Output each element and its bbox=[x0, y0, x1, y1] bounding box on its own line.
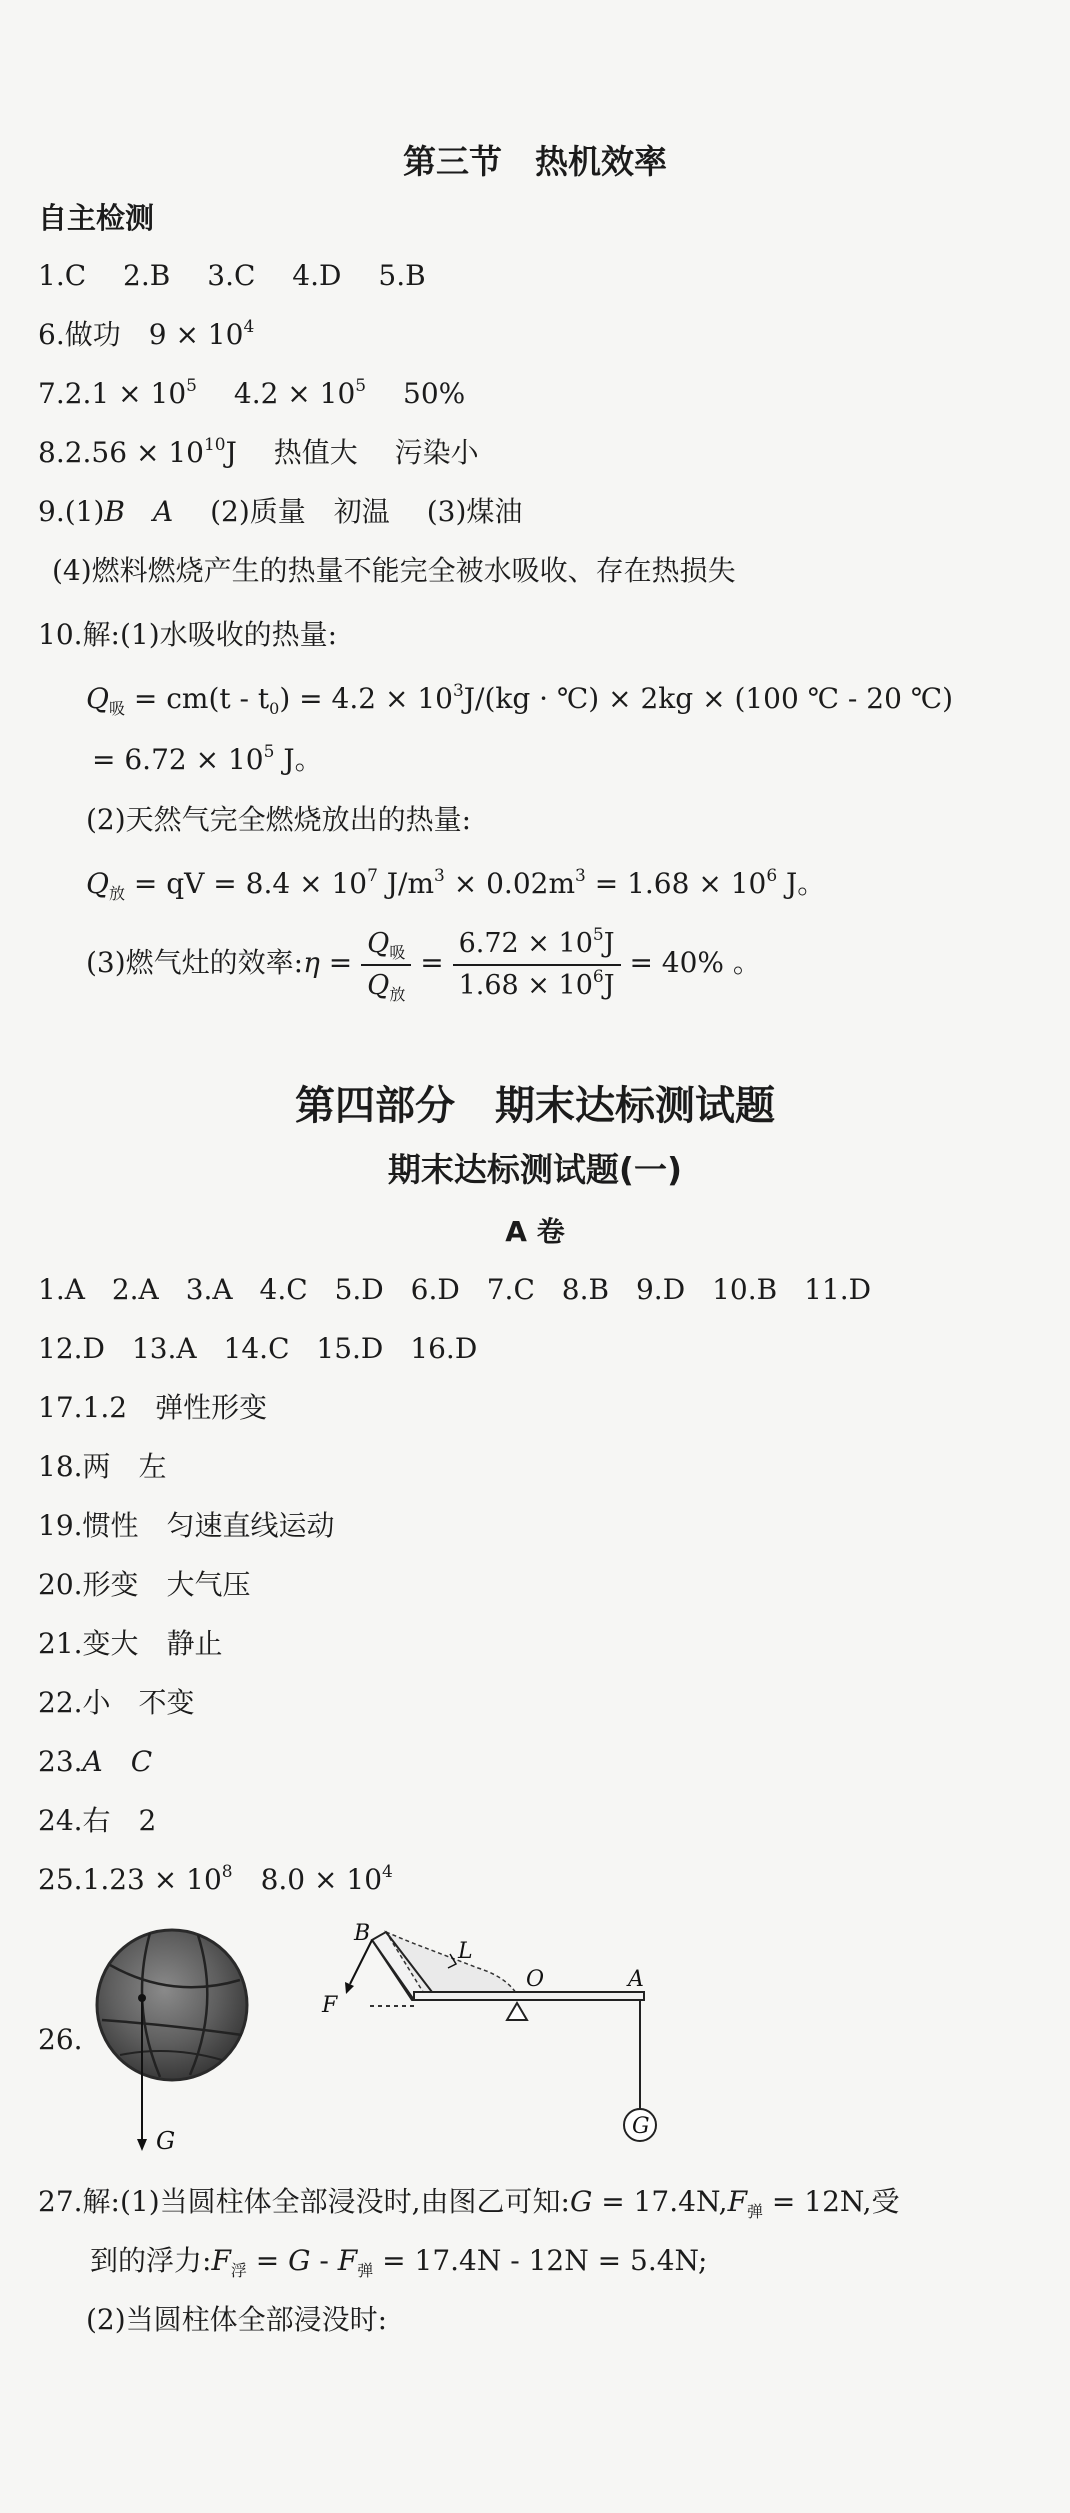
answer-item: 5.D bbox=[334, 1273, 384, 1306]
symbol: F bbox=[337, 2244, 358, 2277]
symbol: η bbox=[303, 946, 320, 979]
answer-value: 24.右 bbox=[38, 1804, 111, 1837]
gravity-label: G bbox=[156, 2127, 176, 2155]
subscript: 浮 bbox=[230, 2261, 247, 2280]
exponent: 10 bbox=[203, 435, 226, 455]
fulcrum-o-label: O bbox=[526, 1967, 545, 1992]
question-number: 7. bbox=[38, 377, 65, 410]
exponent: 3 bbox=[575, 866, 586, 886]
answer-item: 2.A bbox=[111, 1273, 159, 1306]
subscript: 吸 bbox=[108, 699, 125, 718]
answer-item: 5.B bbox=[378, 259, 426, 292]
answer-item: 4.C bbox=[259, 1273, 308, 1306]
exam-title: 期末达标测试题(一) bbox=[387, 1150, 683, 1189]
exponent: 3 bbox=[452, 681, 464, 701]
answer-line-23 bbox=[38, 1742, 152, 1782]
answer-line-7 bbox=[38, 374, 465, 414]
subscript: 0 bbox=[269, 699, 280, 718]
answer-text: 左 bbox=[138, 1450, 167, 1483]
value: 6.72 × 10 bbox=[458, 927, 593, 959]
equation-part: J/(kg · ℃) × 2kg × (100 ℃ - 20 ℃) bbox=[463, 682, 954, 715]
symbol: G bbox=[288, 2244, 311, 2277]
basketball-icon bbox=[97, 1930, 247, 2080]
answer-item: 4.D bbox=[292, 259, 342, 292]
lever-arm-l-label: L bbox=[458, 1939, 473, 1964]
unit: J bbox=[603, 927, 615, 959]
answer-line-27-2 bbox=[90, 2241, 707, 2281]
answer-item: 13.A bbox=[131, 1332, 197, 1365]
solution-text: 27.解:(1)当圆柱体全部浸没时,由图乙可知: bbox=[38, 2185, 570, 2218]
answer-value: C bbox=[130, 1745, 153, 1778]
denominator bbox=[361, 966, 411, 1004]
equation-part: = 17.4N, bbox=[592, 2185, 728, 2218]
answer-line-24 bbox=[38, 1801, 156, 1841]
subscript: 吸 bbox=[389, 942, 406, 962]
answer-text: 不变 bbox=[138, 1686, 195, 1719]
equation-part: = 17.4N - 12N = 5.4N; bbox=[373, 2244, 708, 2277]
answer-value: A bbox=[82, 1745, 103, 1778]
answer-line-8 bbox=[38, 433, 479, 473]
lever-diagram bbox=[310, 1920, 670, 2150]
answer-value: 50% bbox=[403, 377, 466, 410]
symbol: G bbox=[569, 2185, 593, 2218]
subscript: 弹 bbox=[357, 2261, 374, 2280]
answer-item: 10.B bbox=[712, 1273, 778, 1306]
point-a-label: A bbox=[628, 1967, 644, 1992]
answer-line-19 bbox=[38, 1506, 335, 1546]
answer-line-17 bbox=[38, 1388, 267, 1428]
point-b-label: B bbox=[354, 1921, 371, 1946]
equation-efficiency bbox=[86, 918, 761, 1008]
answer-item: 15.D bbox=[316, 1332, 384, 1365]
efficiency-result: = 40% 。 bbox=[629, 946, 761, 979]
answer-line-20 bbox=[38, 1565, 251, 1605]
answer-text: 弹性形变 bbox=[155, 1391, 268, 1424]
sub-question: (1) bbox=[64, 495, 105, 528]
sub-question: (3)燃气灶的效率: bbox=[86, 946, 304, 979]
exponent: 5 bbox=[355, 376, 367, 396]
unit: J。 bbox=[777, 867, 826, 900]
solution-heading: 解:(1)水吸收的热量: bbox=[82, 618, 338, 651]
fraction-numeric bbox=[453, 926, 621, 1004]
answer-item: 7.C bbox=[486, 1273, 535, 1306]
answer-value: 25.1.23 × 10 bbox=[38, 1863, 222, 1896]
basketball-diagram bbox=[90, 1925, 260, 2170]
answer-value: 2 bbox=[138, 1804, 157, 1837]
question-number: 8. bbox=[38, 436, 65, 469]
equation-part: = 6.72 × 10 bbox=[92, 743, 264, 776]
answer-value: 20.形变 bbox=[38, 1568, 139, 1601]
answer-item: 9.D bbox=[635, 1273, 686, 1306]
symbol: Q bbox=[367, 927, 390, 959]
answer-line-27-3: (2)当圆柱体全部浸没时: bbox=[86, 2303, 388, 2336]
answer-line-9-4: (4)燃料燃烧产生的热量不能完全被水吸收、存在热损失 bbox=[52, 554, 736, 587]
question-number: 10. bbox=[38, 618, 83, 651]
answer-item: 16.D bbox=[410, 1332, 478, 1365]
weight-label: G bbox=[632, 2114, 650, 2139]
answer-item: 11.D bbox=[804, 1273, 872, 1306]
answer-value: 22.小 bbox=[38, 1686, 111, 1719]
exponent: 7 bbox=[367, 866, 378, 886]
exponent: 5 bbox=[186, 376, 197, 396]
subscript: 弹 bbox=[747, 2202, 764, 2221]
denominator bbox=[453, 966, 621, 1004]
answer-line-6 bbox=[38, 315, 254, 355]
exponent: 4 bbox=[243, 317, 255, 337]
answer-text: 静止 bbox=[166, 1627, 223, 1660]
equals-sign: = bbox=[328, 946, 353, 979]
answer-line-10 bbox=[38, 615, 337, 655]
question-number: 23. bbox=[38, 1745, 83, 1778]
answer-item: 6.D bbox=[410, 1273, 460, 1306]
answer-text: 污染小 bbox=[394, 436, 479, 469]
answer-item: 8.B bbox=[561, 1273, 610, 1306]
equation-part: = bbox=[246, 2244, 289, 2277]
equation-part: = 1.68 × 10 bbox=[585, 867, 767, 900]
question-number-26: 26. bbox=[38, 2023, 83, 2056]
equals-sign: = bbox=[420, 946, 444, 979]
subscript: 放 bbox=[389, 984, 406, 1004]
equation-part: J/m bbox=[377, 867, 435, 900]
unit: J bbox=[603, 969, 615, 1001]
volume-title: A 卷 bbox=[505, 1215, 565, 1248]
answer-line-1-11 bbox=[38, 1270, 871, 1310]
answer-text: 匀速直线运动 bbox=[166, 1509, 335, 1542]
equation-heat-absorbed-result bbox=[92, 740, 323, 780]
equation-part: = 12N,受 bbox=[763, 2185, 900, 2218]
symbol: Q bbox=[86, 682, 109, 715]
unit: J。 bbox=[274, 743, 323, 776]
unit: J bbox=[225, 436, 237, 469]
numerator bbox=[453, 926, 621, 966]
answer-text: 热值大 bbox=[273, 436, 358, 469]
equation-heat-released bbox=[86, 864, 825, 904]
part-title: 第四部分 期末达标测试题 bbox=[295, 1083, 775, 1129]
answer-value: 18.两 bbox=[38, 1450, 111, 1483]
answer-item: 3.C bbox=[207, 259, 256, 292]
answer-line-9 bbox=[38, 492, 522, 532]
answer-item: 12.D bbox=[38, 1332, 105, 1365]
equation-part: = qV = 8.4 × 10 bbox=[124, 867, 368, 900]
exponent: 4 bbox=[382, 1862, 393, 1882]
equation-part: ) = 4.2 × 10 bbox=[279, 682, 453, 715]
answer-line-21 bbox=[38, 1624, 223, 1664]
answer-item: 3.A bbox=[185, 1273, 233, 1306]
section-title: 第三节 热机效率 bbox=[403, 142, 667, 181]
symbol: F bbox=[211, 2244, 231, 2277]
sub-question-10-2: (2)天然气完全燃烧放出的热量: bbox=[86, 803, 472, 836]
exponent: 8 bbox=[221, 1862, 233, 1882]
fraction-symbolic bbox=[361, 926, 411, 1004]
equation-heat-absorbed bbox=[86, 679, 953, 719]
equation-part: = cm(t - t bbox=[124, 682, 270, 715]
answer-text: 初温 bbox=[333, 495, 390, 528]
answer-text: 大气压 bbox=[166, 1568, 251, 1601]
answer-item: 1.A bbox=[38, 1273, 85, 1306]
answer-value: A bbox=[152, 495, 174, 528]
answer-item: 2.B bbox=[123, 259, 171, 292]
answer-value: 2.1 × 10 bbox=[64, 377, 187, 410]
answer-line-1-5 bbox=[38, 256, 426, 296]
answer-value: B bbox=[104, 495, 125, 528]
symbol: Q bbox=[86, 867, 109, 900]
exponent: 5 bbox=[592, 924, 604, 945]
answer-value: 4.2 × 10 bbox=[233, 377, 356, 410]
answer-line-22 bbox=[38, 1683, 195, 1723]
answer-item: 1.C bbox=[38, 259, 87, 292]
sub-question: (3)煤油 bbox=[426, 495, 523, 528]
answer-line-12-16 bbox=[38, 1329, 477, 1369]
answer-text: 做功 bbox=[64, 318, 121, 351]
exponent: 5 bbox=[263, 742, 275, 762]
answer-value: 2.56 × 10 bbox=[64, 436, 204, 469]
numerator bbox=[361, 926, 411, 966]
question-number: 6. bbox=[38, 318, 65, 351]
answer-value: 9 × 10 bbox=[148, 318, 244, 351]
exponent: 6 bbox=[592, 966, 604, 987]
self-check-heading: 自主检测 bbox=[38, 201, 155, 235]
symbol: Q bbox=[367, 969, 390, 1001]
equation-part: × 0.02m bbox=[444, 867, 575, 900]
subscript: 放 bbox=[108, 884, 125, 903]
solution-text: 到的浮力: bbox=[90, 2244, 212, 2277]
equation-part: - bbox=[310, 2244, 338, 2277]
exponent: 3 bbox=[434, 866, 445, 886]
answer-value: 19.惯性 bbox=[38, 1509, 139, 1542]
answer-item: 14.C bbox=[223, 1332, 290, 1365]
answer-value: 8.0 × 10 bbox=[260, 1863, 383, 1896]
question-number: 9. bbox=[38, 495, 65, 528]
sub-question: (2)质量 bbox=[210, 495, 306, 528]
answer-line-18 bbox=[38, 1447, 167, 1487]
force-f-label: F bbox=[322, 1993, 338, 2018]
symbol: F bbox=[727, 2185, 747, 2218]
exponent: 6 bbox=[766, 866, 778, 886]
answer-value: 17.1.2 bbox=[38, 1391, 128, 1424]
value: 1.68 × 10 bbox=[458, 969, 593, 1001]
answer-line-27-1 bbox=[38, 2182, 900, 2222]
answer-line-25 bbox=[38, 1860, 393, 1900]
answer-value: 21.变大 bbox=[38, 1627, 139, 1660]
